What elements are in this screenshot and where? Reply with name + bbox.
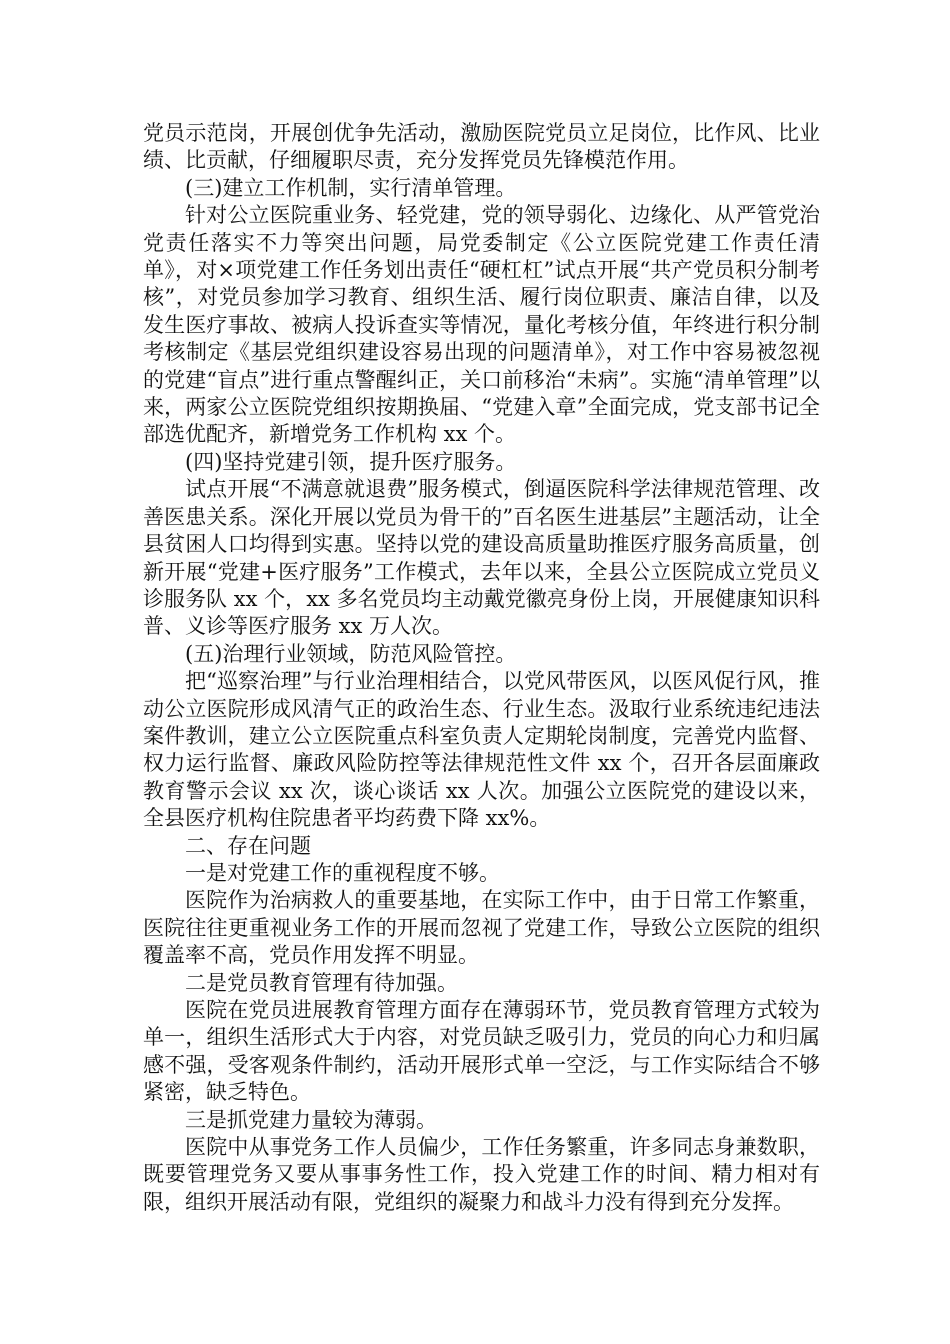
document-body bbox=[143, 120, 820, 1216]
section-heading: 二、存在问题 bbox=[185, 833, 311, 858]
paragraph: 医院中从事党务工作人员偏少，工作任务繁重，许多同志身兼数职，既要管理党务又要从事事务性工作，投入党建工作的时间、精力相对有限，组织开展活动有限，党组织的凝聚力和战斗力没有得到充分发挥。 bbox=[143, 1135, 820, 1214]
section-heading: (三)建立工作机制，实行清单管理。 bbox=[185, 175, 517, 200]
paragraph: 党员示范岗，开展创优争先活动，激励医院党员立足岗位，比作风、比业绩、比贡献，仔细履职尽责，充分发挥党员先锋模范作用。 bbox=[143, 121, 820, 173]
subsection-heading: 三是抓党建力量较为薄弱。 bbox=[185, 1107, 437, 1132]
paragraph: 试点开展“不满意就退费”服务模式，倒逼医院科学法律规范管理、改善医患关系。深化开展以党员为骨干的”百名医生进基层”主题活动，让全县贫困人口均得到实惠。坚持以党的建设高质量助推医疗服务高质量，创新开展“党建+医疗服务”工作模式，去年以来，全县公立医院成立党员义诊服务队 xx 个，xx 多名党员均主动戴党徽亮身份上岗，开展健康知识科普、义诊等医疗服务 xx 万人次。 bbox=[143, 477, 820, 639]
paragraph: 针对公立医院重业务、轻党建，党的领导弱化、边缘化、从严管党治党责任落实不力等突出问题，局党委制定《公立医院党建工作责任清单》，对×项党建工作任务划出责任“硬杠杠”试点开展“共产党员积分制考核”，对党员参加学习教育、组织生活、履行岗位职责、廉洁自律，以及发生医疗事故、被病人投诉查实等情况，量化考核分值，年终进行积分制考核制定《基层党组织建设容易出现的问题清单》，对工作中容易被忽视的党建“盲点”进行重点警醒纠正，关口前移治“未病”。实施“清单管理”以来，两家公立医院党组织按期换届、“党建入章”全面完成，党支部书记全部选优配齐，新增党务工作机构 xx 个。 bbox=[143, 203, 820, 447]
subsection-heading: 一是对党建工作的重视程度不够。 bbox=[185, 860, 500, 885]
paragraph: 医院作为治病救人的重要基地，在实际工作中，由于日常工作繁重，医院往往更重视业务工作的开展而忽视了党建工作，导致公立医院的组织覆盖率不高，党员作用发挥不明显。 bbox=[143, 888, 820, 968]
section-heading: (四)坚持党建引领，提升医疗服务。 bbox=[185, 449, 517, 474]
paragraph: 把“巡察治理”与行业治理相结合，以党风带医风，以医风促行风，推动公立医院形成风清气正的政治生态、行业生态。汲取行业系统违纪违法案件教训，建立公立医院重点科室负责人定期轮岗制度，完善党内监督、权力运行监督、廉政风险防控等法律规范性文件 xx 个，召开各层面廉政教育警示会议 xx 次，谈心谈话 xx 人次。加强公立医院党的建设以来，全县医疗机构住院患者平均药费下降 xx%。 bbox=[143, 669, 820, 831]
subsection-heading: 二是党员教育管理有待加强。 bbox=[185, 970, 458, 995]
section-heading: (五)治理行业领域，防范风险管控。 bbox=[185, 641, 517, 666]
paragraph: 医院在党员进展教育管理方面存在薄弱环节，党员教育管理方式较为单一，组织生活形式大于内容，对党员缺乏吸引力，党员的向心力和归属感不强，受客观条件制约，活动开展形式单一空泛，与工作实际结合不够紧密，缺乏特色。 bbox=[143, 998, 820, 1105]
